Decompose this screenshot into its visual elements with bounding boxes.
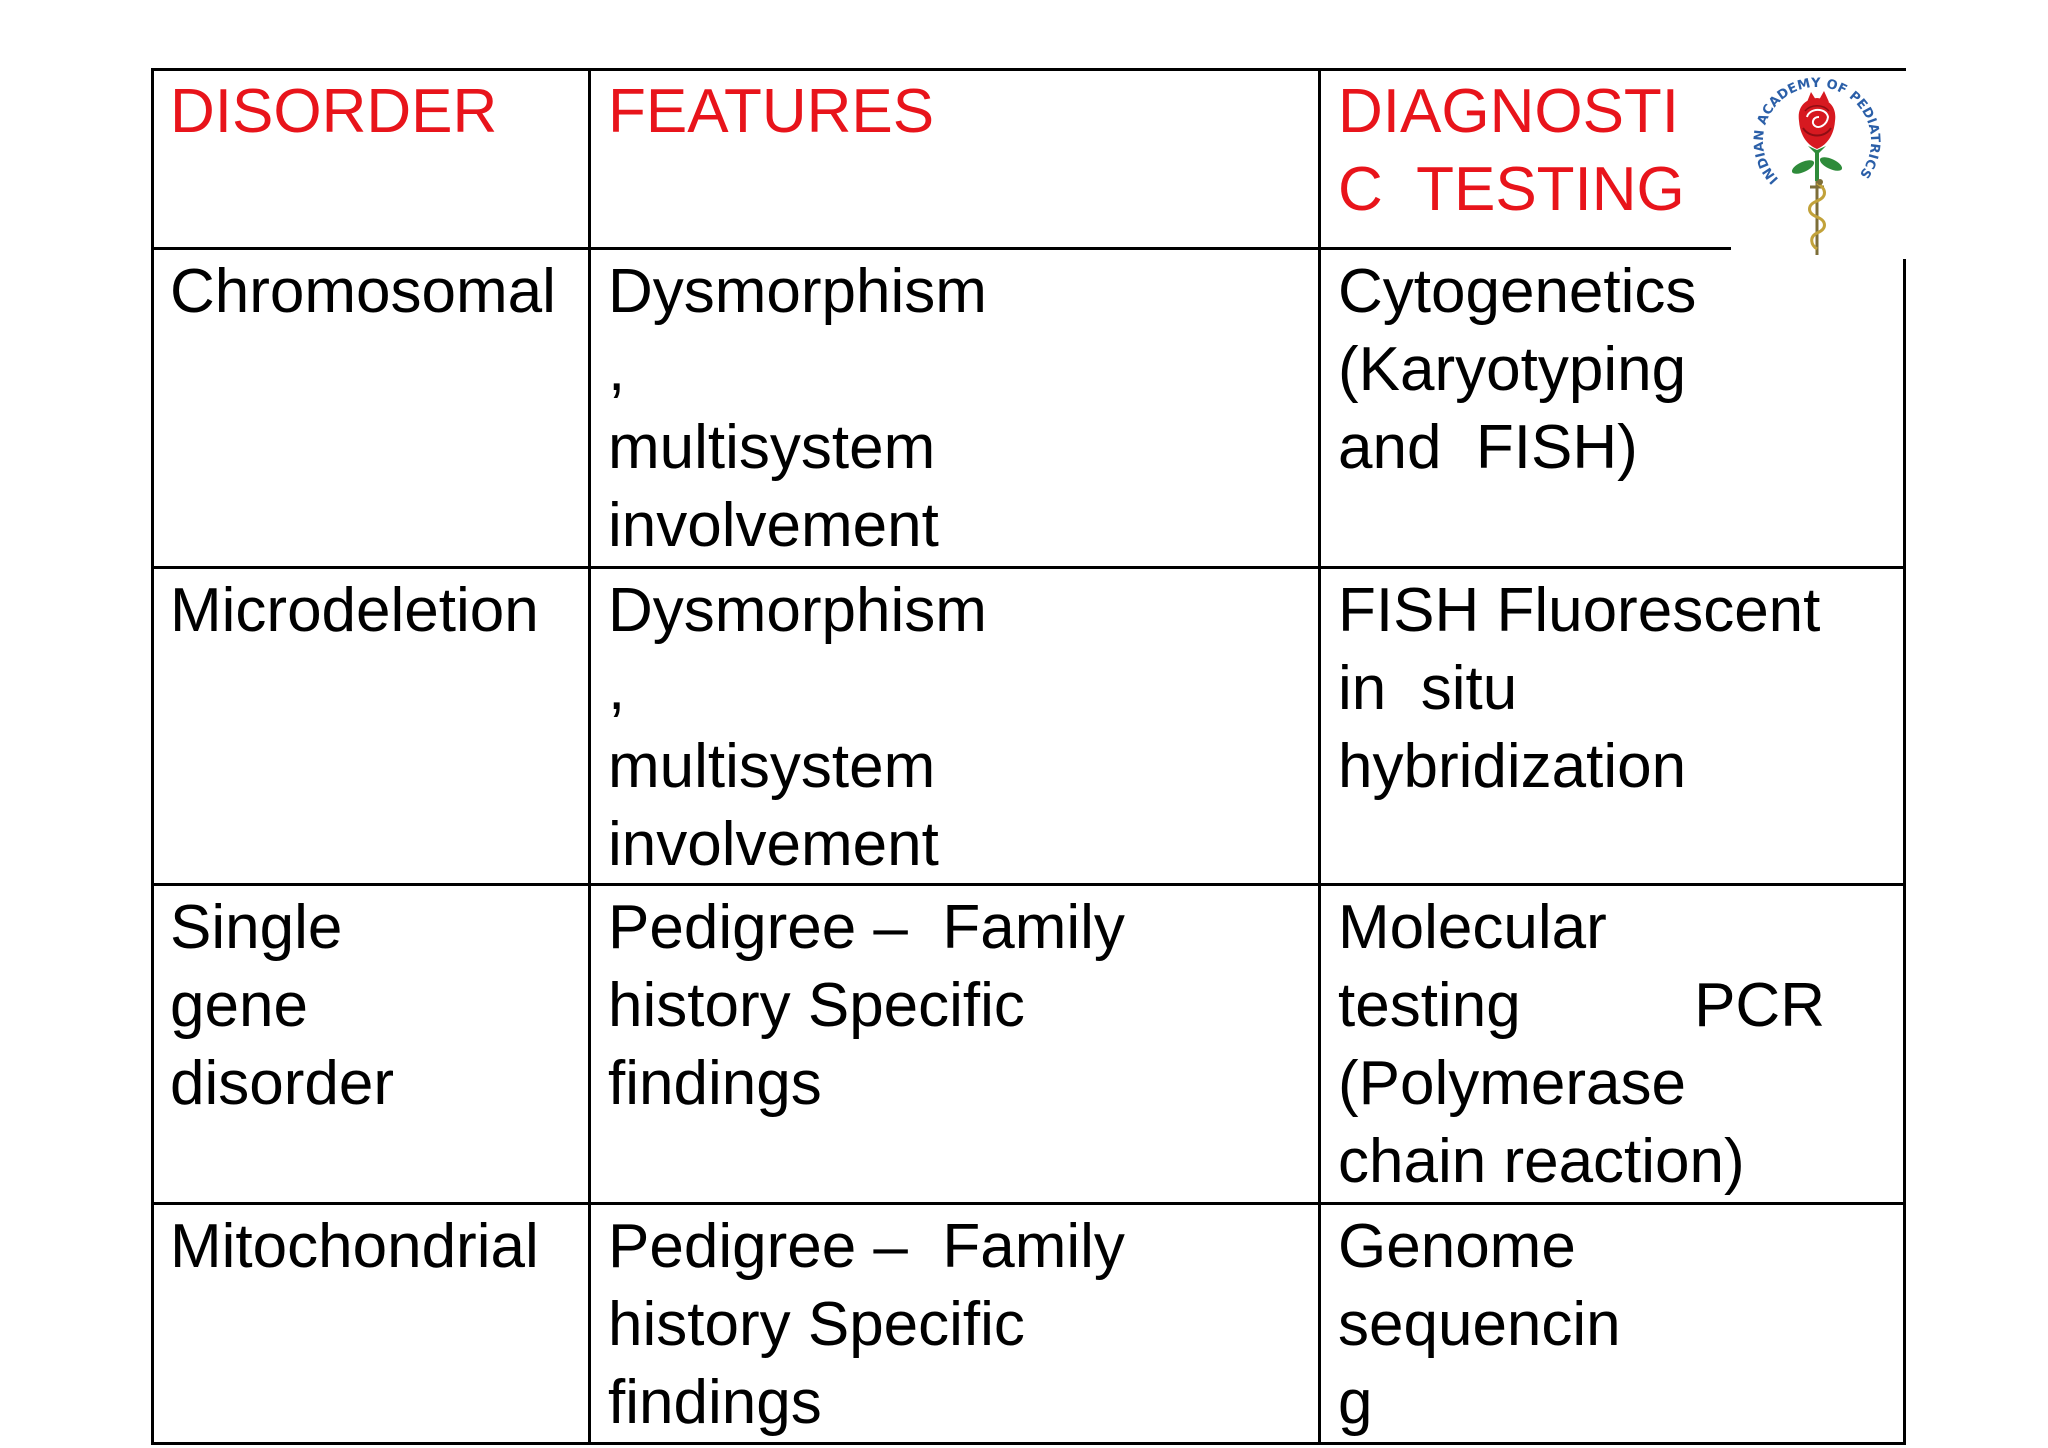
iap-logo — [1731, 71, 1911, 259]
rose-and-caduceus-emblem-icon — [1731, 71, 1911, 259]
logo-lettering-path: INDIAN ACADEMY OF PEDIATRICS — [1751, 75, 1883, 187]
cell-disorder — [170, 572, 570, 650]
cell-features — [608, 1208, 1298, 1442]
cell-text-line: findings — [608, 1049, 822, 1118]
cell-diagnostic-testing — [1338, 572, 1825, 806]
cell-text-line: multisystem — [608, 413, 936, 482]
cell-disorder — [170, 889, 570, 1123]
cell-diagnostic-testing — [1338, 889, 1825, 1201]
cell-text-line: Pedigree – Family — [608, 893, 1125, 962]
cell-text-line: (Karyotyping — [1338, 335, 1687, 404]
column-header-diagnostic-testing-line: DIAGNOSTI — [1338, 77, 1680, 146]
cell-text-line: , — [608, 654, 626, 723]
column-header-disorder: DISORDER — [170, 77, 498, 146]
column-header-features: FEATURES — [608, 77, 935, 146]
cell-text-line: Chromosomal — [170, 257, 556, 326]
cell-text-line: disorder — [170, 1049, 394, 1118]
table-column-divider — [1318, 68, 1321, 1445]
table-border-right — [1903, 68, 1906, 1445]
table-row-divider — [151, 566, 1906, 569]
cell-text-line: history Specific — [608, 971, 1025, 1040]
table-border-left — [151, 68, 154, 1445]
header-cell-features — [608, 73, 1298, 151]
cell-text-line: Pedigree – Family — [608, 1212, 1125, 1281]
cell-text-line: Dysmorphism — [608, 576, 987, 645]
cell-text-line: and FISH) — [1338, 413, 1638, 482]
cell-text-line: chain reaction) — [1338, 1127, 1745, 1196]
cell-text-line-justified: testing PCR — [1338, 971, 1825, 1040]
cell-text-line: hybridization — [1338, 732, 1687, 801]
cell-text-line: (Polymerase — [1338, 1049, 1686, 1118]
cell-disorder — [170, 253, 570, 331]
table-column-divider — [588, 68, 591, 1445]
cell-diagnostic-testing — [1338, 253, 1825, 487]
cell-text-line: Microdeletion — [170, 576, 539, 645]
column-header-diagnostic-testing-line: C TESTING — [1338, 155, 1685, 224]
header-cell-disorder — [170, 73, 570, 151]
stem-and-leaves-icon — [1790, 151, 1844, 181]
cell-text-line: multisystem — [608, 732, 936, 801]
cell-text-line: FISH Fluorescent — [1338, 576, 1821, 645]
cell-text-line: Genome — [1338, 1212, 1576, 1281]
cell-text-line: Cytogenetics — [1338, 257, 1697, 326]
rose-icon — [1799, 91, 1836, 155]
table-border-bottom — [151, 1442, 1906, 1445]
cell-text-line: Single — [170, 893, 343, 962]
table-border-top — [151, 68, 1906, 71]
cell-diagnostic-testing — [1338, 1208, 1825, 1442]
cell-text-line: Molecular — [1338, 893, 1607, 962]
cell-text-line: involvement — [608, 810, 939, 879]
cell-text-line: , — [608, 335, 626, 404]
cell-disorder — [170, 1208, 570, 1286]
cell-text-line: history Specific — [608, 1290, 1025, 1359]
cell-features — [608, 572, 1298, 884]
cell-text-line: Dysmorphism — [608, 257, 987, 326]
cell-text-line: in situ — [1338, 654, 1518, 723]
cell-text-line: gene — [170, 971, 308, 1040]
cell-text-line: sequencin — [1338, 1290, 1621, 1359]
table-row-divider — [151, 247, 1906, 250]
cell-features — [608, 889, 1298, 1123]
caduceus-icon — [1810, 179, 1825, 255]
cell-features — [608, 253, 1298, 565]
cell-text-line: g — [1338, 1368, 1373, 1437]
table-row-divider — [151, 1202, 1906, 1205]
cell-text-line: findings — [608, 1368, 822, 1437]
cell-text-line: Mitochondrial — [170, 1212, 539, 1281]
cell-text-line: involvement — [608, 491, 939, 560]
